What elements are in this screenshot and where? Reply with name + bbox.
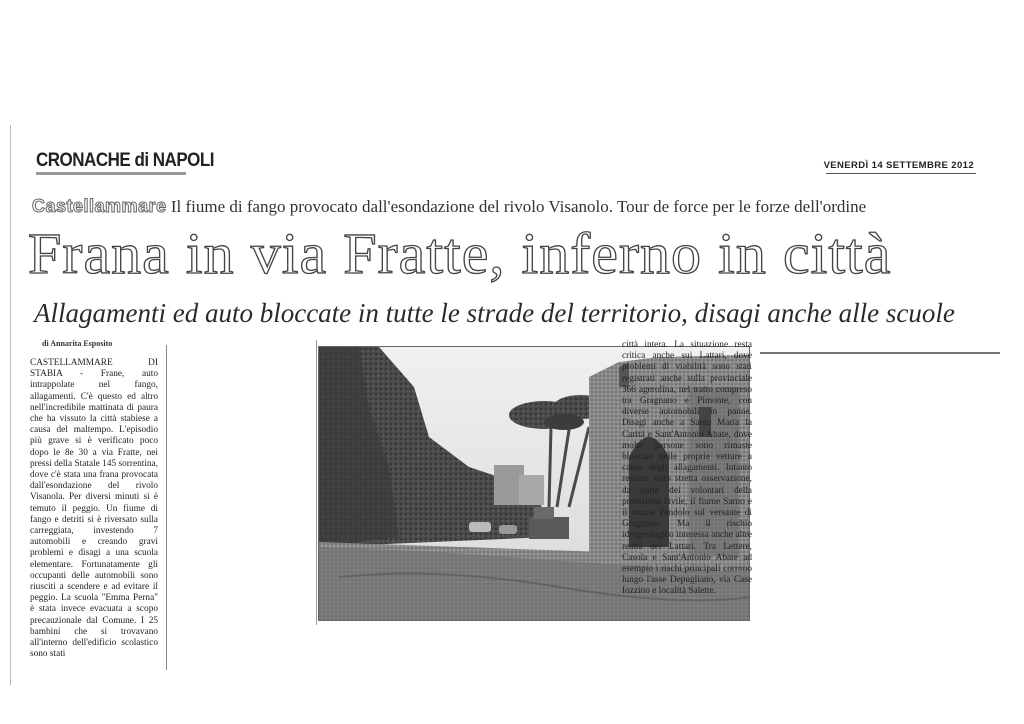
newspaper-masthead: CRONACHE di NAPOLI <box>36 148 214 171</box>
subhead-rule <box>760 352 1000 354</box>
photo-divider <box>316 340 317 625</box>
article-headline: Frana in via Fratte, inferno in città <box>28 221 892 286</box>
kicker-location-tag: Castellammare <box>32 196 167 216</box>
article-kicker <box>32 196 866 217</box>
scan-edge-line <box>10 125 11 685</box>
column-divider <box>166 345 167 670</box>
masthead-underline <box>36 172 186 175</box>
kicker-text: Il fiume di fango provocato dall'esondazione del rivolo Visanolo. Tour de force per le forze dell'ordine <box>170 197 867 216</box>
article-column-1: CASTELLAMMARE DI STABIA - Frane, auto intrappolate nel fango, allagamenti. C'è questo ed altro nell'incredibile mattinata di paura che ha vissuto la città stabiese a causa del maltempo. L'episodio più grave si è verificato poco dopo le 8e 30 a via Fratte, nei pressi della Statale 145 sorrentina, dove c'è stata una frana provocata dall'esondazione del rivolo Visanola. Per diversi minuti si è temuto il peggio. Un fiume di fango e detriti si è riversato sulla carreggiata, investendo 7 automobili e creando gravi problemi e disagi a una scuola elementare. Fortunatamente gli occupanti delle automobili sono riusciti a scendere e ad evitare il peggio. La scuola "Emma Perna" è stata invece evacuata a scopo precauzionale dal Comune. I 25 bambini che si trovavano all'interno dell'edificio scolastico sono stati <box>30 358 158 660</box>
issue-date: VENERDÌ 14 SETTEMBRE 2012 <box>823 160 974 171</box>
article-column-3: città intera. La situazione resta critica anche sui Lattari, dove problemi di viabilità sono stati registrati anche sulla provinciale 366 agerolina, nel tratto compreso tra Gragnano e Pimonte, con diverse automobili in panne. Disagi anche a Santa Maria la Carità e Sant'Antonio Abate, dove molte persone sono rimaste bloccate nelle proprie vetture a causa degli allagamenti. Intanto restano sotto stretta osservazione, da parte dei volontari della protezione civile, il fiume Sarno e il monte Pendolo sul versante di Gragnano. Ma il rischio idrogeologico interessa anche altre realtà dei Lattari. Tra Lettere, Casola e Sant'Antonio Abate ad esempio i rischi principali corrono lungo l'asse Depugliano, via Case Iozzino e località Salette. <box>622 340 752 597</box>
article-subheadline: Allagamenti ed auto bloccate in tutte le strade del territorio, disagi anche alle scuole <box>34 298 955 328</box>
date-underline <box>826 173 976 174</box>
article-byline: di Annarita Esposito <box>42 339 113 348</box>
